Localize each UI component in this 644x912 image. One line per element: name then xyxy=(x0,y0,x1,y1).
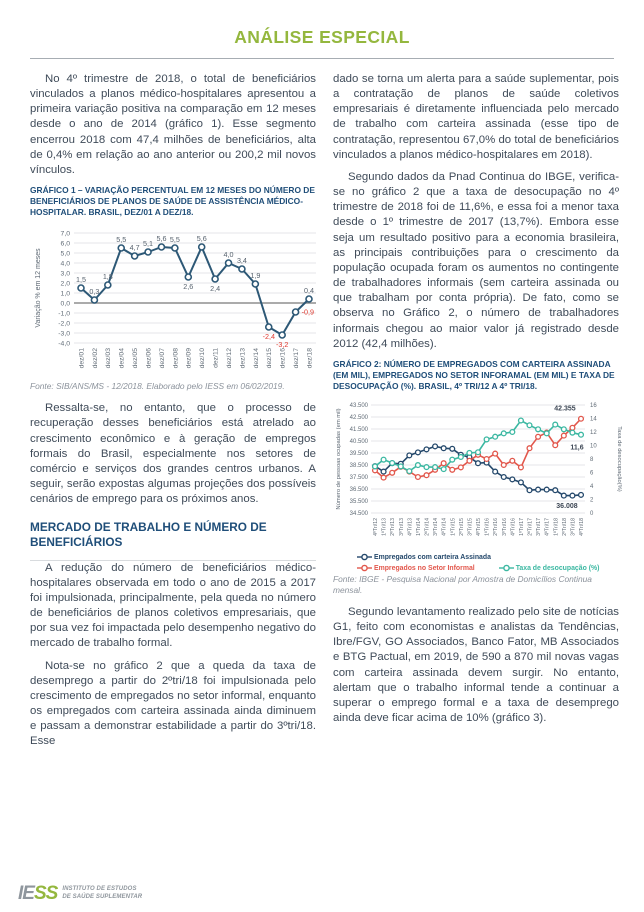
svg-text:3ºTri/14: 3ºTri/14 xyxy=(433,518,440,536)
paragraph: Nota-se no gráfico 2 que a queda da taxa de desemprego a partir do 2ºtri/18 foi impulsionada pelo crescimento de empregados no setor informal, enquanto os empregados com carteira assinada ainda diminuem e passam a demonstrar estabilidade a partir do 3ºtri/18. Esse xyxy=(30,659,316,748)
legend-marker-icon xyxy=(357,564,372,572)
page-header xyxy=(0,0,644,59)
svg-text:1ºTri/16: 1ºTri/16 xyxy=(484,518,491,536)
svg-text:Taxa de desocupação(%): Taxa de desocupação(%) xyxy=(616,426,622,492)
svg-text:1,5: 1,5 xyxy=(76,275,86,285)
svg-text:4: 4 xyxy=(590,484,594,491)
svg-text:dez/07: dez/07 xyxy=(158,348,166,369)
svg-text:-2,0: -2,0 xyxy=(58,320,70,328)
legend-label: Empregados no Setor Informal xyxy=(374,564,475,572)
iess-logo-caption xyxy=(62,886,142,902)
svg-text:4ºTri/16: 4ºTri/16 xyxy=(510,518,517,536)
left-column xyxy=(30,72,316,756)
svg-text:0,3: 0,3 xyxy=(89,287,100,297)
svg-text:3ºTri/15: 3ºTri/15 xyxy=(467,518,474,536)
svg-text:12: 12 xyxy=(590,430,597,437)
svg-text:2ºTri/13: 2ºTri/13 xyxy=(390,518,397,536)
svg-text:4ºTri/17: 4ºTri/17 xyxy=(544,518,551,536)
svg-text:dez/18: dez/18 xyxy=(306,348,314,369)
svg-text:1,0: 1,0 xyxy=(60,290,70,298)
chart2-legend xyxy=(333,553,619,572)
svg-text:3,0: 3,0 xyxy=(60,270,70,278)
svg-text:dez/01: dez/01 xyxy=(78,348,86,369)
svg-text:-2,4: -2,4 xyxy=(262,332,275,342)
logo-caption-line2: DE SAÚDE SUPLEMENTAR xyxy=(62,893,143,900)
svg-text:38.500: 38.500 xyxy=(349,463,368,470)
paragraph: No 4º trimestre de 2018, o total de beneficiários vinculados a planos médico-hospitalares apresentou a primeira variação positiva na comparação em 12 meses desde o ano de 2014 (gráfico 1). Esse segmento encerrou 2018 com 47,4 milhões de beneficiários, alta de 0,4% em relação ao ano anterior ou 200,2 mil novos vínculos. xyxy=(30,73,316,176)
svg-text:1ºTri/15: 1ºTri/15 xyxy=(450,518,457,536)
svg-text:-3,0: -3,0 xyxy=(58,330,70,338)
svg-text:10: 10 xyxy=(590,443,597,450)
legend-marker-icon xyxy=(357,553,372,561)
legend-marker-icon xyxy=(499,564,514,572)
svg-text:0,0: 0,0 xyxy=(60,300,70,308)
paragraph: Segundo levantamento realizado pelo site de notícias G1, feito com economistas e analistas da Tendências, Ibre/FGV, GO Associados, Banco Fator, MB Associados e BTG Pactual, em 2019, de 590 a 870 mil novas vagas com carteira assinada devem surgir. No entanto, alertam que o trabalho informal tende a continuar a superar o emprego formal e a taxa de desemprego ainda deve ficar acima de 10% (gráfico 3). xyxy=(333,605,619,725)
svg-text:dez/12: dez/12 xyxy=(225,348,233,369)
svg-text:1ºTri/14: 1ºTri/14 xyxy=(415,518,422,536)
svg-text:4,0: 4,0 xyxy=(223,250,234,260)
logo-ie-text: IE xyxy=(18,883,34,904)
svg-text:4,0: 4,0 xyxy=(60,260,70,268)
svg-text:4ºTri/13: 4ºTri/13 xyxy=(407,518,414,536)
legend-label: Taxa de desocupação (%) xyxy=(515,564,600,572)
svg-text:-4,0: -4,0 xyxy=(58,340,70,348)
legend-item-informal xyxy=(357,564,475,572)
svg-text:1ºTri/13: 1ºTri/13 xyxy=(381,518,388,536)
svg-text:4ºTri/12: 4ºTri/12 xyxy=(373,518,379,536)
chart1 xyxy=(30,221,316,379)
chart1-caption: GRÁFICO 1 – VARIAÇÃO PERCENTUAL EM 12 MESES DO NÚMERO DE BENEFICIÁRIOS DE PLANOS DE SAÚDE DE ASSISTÊNCIA MÉDICO-HOSPITALAR. BRASIL, DEZ/01 A DEZ/18. xyxy=(30,185,315,218)
svg-text:-1,0: -1,0 xyxy=(58,310,70,318)
chart1-source: Fonte: SIB/ANS/MS - 12/2018. Elaborado pelo IESS em 06/02/2019. xyxy=(30,381,285,392)
svg-text:2ºTri/18: 2ºTri/18 xyxy=(561,518,568,536)
right-column xyxy=(333,72,622,756)
svg-text:dez/08: dez/08 xyxy=(172,348,180,369)
svg-text:6: 6 xyxy=(590,470,594,477)
svg-text:2,4: 2,4 xyxy=(210,284,221,294)
svg-text:dez/09: dez/09 xyxy=(185,348,193,369)
svg-text:1ºTri/18: 1ºTri/18 xyxy=(553,518,560,536)
svg-text:4ºTri/15: 4ºTri/15 xyxy=(476,518,482,536)
svg-text:42.500: 42.500 xyxy=(349,415,368,422)
svg-text:0: 0 xyxy=(590,511,594,518)
svg-text:36.008: 36.008 xyxy=(556,502,578,510)
svg-text:dez/10: dez/10 xyxy=(199,348,207,369)
svg-text:40.500: 40.500 xyxy=(349,439,368,446)
svg-text:5,5: 5,5 xyxy=(169,235,180,245)
svg-text:4ºTri/14: 4ºTri/14 xyxy=(441,518,448,536)
svg-text:5,6: 5,6 xyxy=(196,234,207,244)
legend-item-desocupacao xyxy=(499,564,600,572)
svg-text:2,0: 2,0 xyxy=(60,280,70,288)
svg-text:2ºTri/16: 2ºTri/16 xyxy=(493,518,500,536)
svg-text:2,6: 2,6 xyxy=(183,282,194,292)
svg-text:3ºTri/16: 3ºTri/16 xyxy=(501,518,508,536)
svg-text:42.355: 42.355 xyxy=(554,405,576,413)
chart2-caption: GRÁFICO 2: NÚMERO DE EMPREGADOS COM CARTEIRA ASSINADA (EM MIL), EMPREGADOS NO SETOR INFORAMAL (EM MIL) E TAXA DE DESOCUPAÇÃO (%). BRASIL, 4º TRI/12 A 4º TRI/18. xyxy=(333,358,615,391)
svg-text:35.500: 35.500 xyxy=(349,499,368,506)
svg-text:dez/15: dez/15 xyxy=(266,348,274,369)
svg-text:5,6: 5,6 xyxy=(156,234,167,244)
svg-text:3,4: 3,4 xyxy=(236,256,247,266)
chart2-line-chart xyxy=(333,395,623,552)
svg-text:dez/06: dez/06 xyxy=(145,348,153,369)
paragraph: Ressalta-se, no entanto, que o processo de recuperação desses beneficiários está atrelado ao crescimento econômico e à geração de empregos formais do Brasil, especialmente nos setores de comércio e serviços dos grandes centros urbanos. A seguir, serão expostas algumas projeções dos possíveis cenários de emprego para os próximos anos. xyxy=(30,402,316,506)
svg-text:4,7: 4,7 xyxy=(129,243,140,253)
svg-text:dez/05: dez/05 xyxy=(132,348,140,369)
svg-text:dez/14: dez/14 xyxy=(252,348,260,369)
svg-text:37.500: 37.500 xyxy=(349,475,368,482)
svg-text:dez/11: dez/11 xyxy=(212,348,220,369)
paragraph: dado se torna um alerta para a saúde suplementar, pois a contratação de planos de saúde coletivos empresariais é diretamente influenciada pelo mercado de trabalho com carteira assinada (esse tipo de contratação, representou 67,0% do total de beneficiários vinculados a planos médico-hospitalares em 2018). xyxy=(333,73,619,161)
legend-item-carteira xyxy=(357,553,491,561)
svg-text:dez/02: dez/02 xyxy=(91,348,99,369)
svg-text:41.500: 41.500 xyxy=(349,427,368,434)
svg-text:dez/16: dez/16 xyxy=(279,348,287,369)
two-column-layout xyxy=(0,59,644,756)
svg-text:14: 14 xyxy=(590,416,597,423)
svg-text:34.500: 34.500 xyxy=(349,511,368,518)
legend-label: Empregados com carteira Assinada xyxy=(374,553,491,561)
svg-text:-0,9: -0,9 xyxy=(301,307,314,317)
svg-text:1ºTri/17: 1ºTri/17 xyxy=(518,518,525,536)
page-footer xyxy=(18,884,142,903)
svg-text:1,9: 1,9 xyxy=(250,271,261,281)
paragraph: Segundo dados da Pnad Continua do IBGE, verifica-se no gráfico 2 que a taxa de desocupação no 4º trimestre de 2018 foi de 11,6%, e essa foi a menor taxa desde o 1º trimestre de 2017 (13,7%). Embora esse seja um resultado positivo para a economia brasileira, as principais contribuições para o crescimento da população ocupada foram os aumentos no contingente de trabalhadores informais (sem carteira assinada ou que trabalham por conta própria). De fato, como se observa no Gráfico 2, o número de trabalhadores informais chegou ao maior valor já registrado desde 2012 (42,4 milhões). xyxy=(333,170,619,350)
paragraph: A redução do número de beneficiários médico-hospitalares observada em todo o ano de 2015 a 2017 foi impulsionada, principalmente, pela queda no número de beneficiários de planos coletivos empresariais, que por sua vez foi impactada pelo desempenho negativo do mercado de trabalho formal. xyxy=(30,561,316,650)
svg-text:39.500: 39.500 xyxy=(349,451,368,458)
svg-text:0,4: 0,4 xyxy=(304,286,314,296)
svg-text:4ºTri/18: 4ºTri/18 xyxy=(579,518,585,536)
svg-text:8: 8 xyxy=(590,457,594,464)
svg-text:dez/03: dez/03 xyxy=(105,348,113,369)
svg-text:-3,2: -3,2 xyxy=(275,340,289,350)
svg-text:1,8: 1,8 xyxy=(102,272,113,282)
svg-text:36.500: 36.500 xyxy=(349,487,368,494)
svg-text:dez/17: dez/17 xyxy=(292,348,300,369)
svg-text:Variação % em 12 meses: Variação % em 12 meses xyxy=(35,248,42,328)
svg-text:3ºTri/17: 3ºTri/17 xyxy=(536,518,543,536)
svg-text:dez/13: dez/13 xyxy=(239,348,247,369)
svg-text:3ºTri/13: 3ºTri/13 xyxy=(398,518,405,536)
svg-text:dez/04: dez/04 xyxy=(118,348,126,369)
section-heading: MERCADO DE TRABALHO E NÚMERO DE BENEFICIÁRIOS xyxy=(30,520,316,560)
svg-text:2: 2 xyxy=(590,497,594,504)
svg-text:3ºTri/18: 3ºTri/18 xyxy=(570,518,577,536)
svg-text:43.500: 43.500 xyxy=(349,403,368,410)
svg-text:Número de pessoas ocupadas (em: Número de pessoas ocupadas (em mil) xyxy=(336,408,342,510)
logo-ss-text: SS xyxy=(33,883,58,904)
svg-text:16: 16 xyxy=(590,403,597,410)
page-title: ANÁLISE ESPECIAL xyxy=(234,27,410,47)
svg-text:2ºTri/17: 2ºTri/17 xyxy=(527,518,534,536)
svg-text:2ºTri/15: 2ºTri/15 xyxy=(458,518,465,536)
svg-text:11,6: 11,6 xyxy=(570,444,584,452)
svg-text:6,0: 6,0 xyxy=(60,240,70,248)
chart2-source: Fonte: IBGE - Pesquisa Nacional por Amostra de Domicílios Continua mensal. xyxy=(333,574,592,596)
svg-text:7,0: 7,0 xyxy=(60,230,70,238)
svg-text:2ºTri/14: 2ºTri/14 xyxy=(424,518,431,536)
chart1-line-chart xyxy=(30,221,320,374)
iess-logo xyxy=(18,884,57,903)
svg-text:5,1: 5,1 xyxy=(143,239,154,249)
svg-text:5,5: 5,5 xyxy=(116,235,127,245)
svg-text:5,0: 5,0 xyxy=(60,250,70,258)
chart2 xyxy=(333,395,622,572)
logo-caption-line1: INSTITUTO DE ESTUDOS xyxy=(62,885,137,892)
